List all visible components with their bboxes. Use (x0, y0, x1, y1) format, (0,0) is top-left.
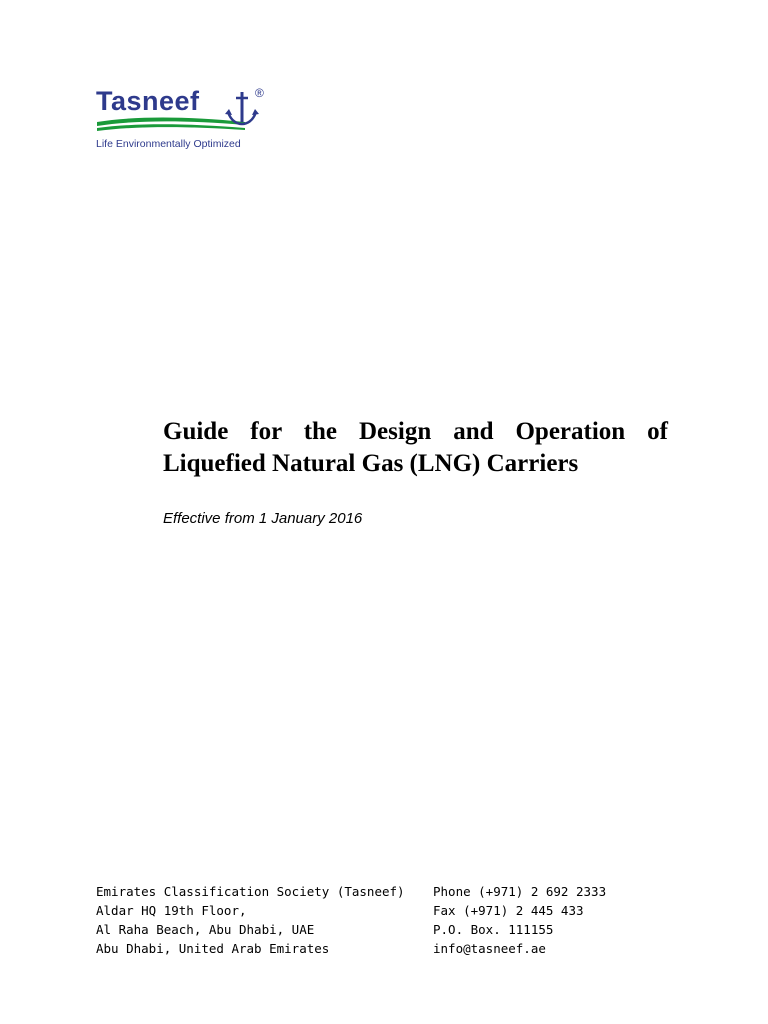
title-line-1: Guide for the Design and Operation of (163, 418, 668, 445)
effective-date: Effective from 1 January 2016 (163, 510, 363, 527)
address-line: Aldar HQ 19th Floor, (96, 903, 247, 918)
address-line: Abu Dhabi, United Arab Emirates (96, 941, 330, 956)
logo-tagline: Life Environmentally Optimized (96, 138, 241, 150)
contact-column (433, 882, 606, 958)
fax-number: Fax (+971) 2 445 433 (433, 903, 584, 918)
address-column (96, 882, 405, 958)
title-line-2: Liquefied Natural Gas (LNG) Carriers (163, 450, 579, 477)
po-box: P.O. Box. 111155 (433, 922, 554, 937)
logo-wordmark: Tasneef (96, 86, 200, 116)
email-address: info@tasneef.ae (433, 941, 546, 956)
address-line: Al Raha Beach, Abu Dhabi, UAE (96, 922, 315, 937)
anchor-icon (225, 88, 259, 126)
address-line: Emirates Classification Society (Tasneef) (96, 884, 405, 899)
registered-mark: ® (255, 86, 264, 100)
phone-number: Phone (+971) 2 692 2333 (433, 884, 607, 899)
document-title (163, 416, 668, 480)
tasneef-logo (95, 88, 275, 158)
